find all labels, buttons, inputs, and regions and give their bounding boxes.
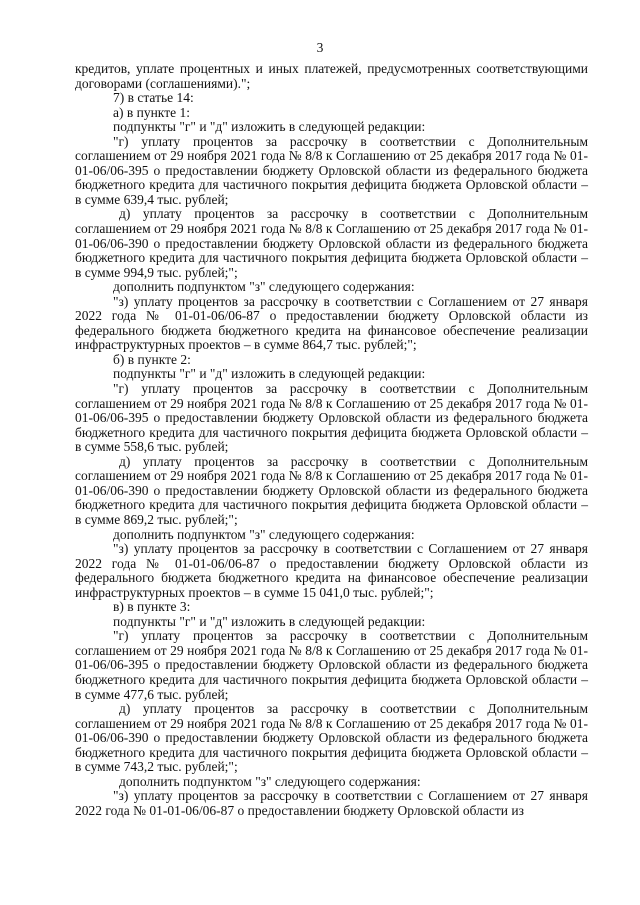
paragraph: д) уплату процентов за рассрочку в соответствии с Дополнительным соглашением от 29 ноября 2021 года № 8/8 к Соглашению от 25 декабря 2017 года № 01-01-06/06-390 о предоставлении бюджету Орловской области из федерального бюджета бюджетного кредита для частичного покрытия дефицита бюджета Орловской области – в сумме 994,9 тыс. рублей;"; xyxy=(75,206,588,280)
paragraph: "г) уплату процентов за рассрочку в соответствии с Дополнительным соглашением от 29 ноября 2021 года № 8/8 к Соглашению от 25 декабря 2017 года № 01-01-06/06-395 о предоставлении бюджету Орловской области из федерального бюджета бюджетного кредита для частичного покрытия дефицита бюджета Орловской области – в сумме 477,6 тыс. рублей; xyxy=(75,628,588,702)
paragraph: "г) уплату процентов за рассрочку в соответствии с Дополнительным соглашением от 29 ноября 2021 года № 8/8 к Соглашению от 25 декабря 2017 года № 01-01-06/06-395 о предоставлении бюджету Орловской области из федерального бюджета бюджетного кредита для частичного покрытия дефицита бюджета Орловской области – в сумме 639,4 тыс. рублей; xyxy=(75,133,588,207)
page-number: 3 xyxy=(316,40,324,55)
paragraph: б) в пункте 2: xyxy=(113,351,191,367)
paragraph: в) в пункте 3: xyxy=(113,599,191,615)
paragraph: "з) уплату процентов за рассрочку в соответствии с Соглашением от 27 января 2022 года № 01-01-06/06-87 о предоставлении бюджету Орловской области из xyxy=(75,788,588,818)
paragraph: подпункты "г" и "д" изложить в следующей редакции: xyxy=(113,119,426,135)
paragraph: подпункты "г" и "д" изложить в следующей редакции: xyxy=(113,366,426,382)
paragraph: "з) уплату процентов за рассрочку в соответствии с Соглашением от 27 января 2022 года № 01-01-06/06-87 о предоставлении бюджету Орловской области из федерального бюджета бюджетного кредита на финансовое обеспечение реализации инфраструктурных проектов – в сумме 864,7 тыс. рублей;"; xyxy=(75,293,588,353)
paragraph: а) в пункте 1: xyxy=(113,104,190,120)
paragraph: дополнить подпунктом "з" следующего содержания: xyxy=(113,526,415,542)
paragraph: д) уплату процентов за рассрочку в соответствии с Дополнительным соглашением от 29 ноября 2021 года № 8/8 к Соглашению от 25 декабря 2017 года № 01-01-06/06-390 о предоставлении бюджету Орловской области из федерального бюджета бюджетного кредита для частичного покрытия дефицита бюджета Орловской области – в сумме 869,2 тыс. рублей;"; xyxy=(75,453,588,527)
paragraph: дополнить подпунктом "з" следующего содержания: xyxy=(119,773,421,789)
paragraph: "з) уплату процентов за рассрочку в соответствии с Соглашением от 27 января 2022 года № 01-01-06/06-87 о предоставлении бюджету Орловской области из федерального бюджета бюджетного кредита на финансовое обеспечение реализации инфраструктурных проектов – в сумме 15 041,0 тыс. рублей;"; xyxy=(75,541,588,600)
paragraph: 7) в статье 14: xyxy=(113,90,194,106)
paragraph: д) уплату процентов за рассрочку в соответствии с Дополнительным соглашением от 29 ноября 2021 года № 8/8 к Соглашению от 25 декабря 2017 года № 01-01-06/06-390 о предоставлении бюджету Орловской области из федерального бюджета бюджетного кредита для частичного покрытия дефицита бюджета Орловской области – в сумме 743,2 тыс. рублей;"; xyxy=(75,701,588,775)
document-body xyxy=(75,62,588,818)
paragraph: дополнить подпунктом "з" следующего содержания: xyxy=(113,279,415,295)
paragraph: подпункты "г" и "д" изложить в следующей редакции: xyxy=(113,613,426,629)
paragraph: кредитов, уплате процентных и иных платежей, предусмотренных соответствующими договорами (соглашениями)."; xyxy=(75,61,588,91)
paragraph: "г) уплату процентов за рассрочку в соответствии с Дополнительным соглашением от 29 ноября 2021 года № 8/8 к Соглашению от 25 декабря 2017 года № 01-01-06/06-395 о предоставлении бюджету Орловской области из федерального бюджета бюджетного кредита для частичного покрытия дефицита бюджета Орловской области – в сумме 558,6 тыс. рублей; xyxy=(75,381,588,455)
